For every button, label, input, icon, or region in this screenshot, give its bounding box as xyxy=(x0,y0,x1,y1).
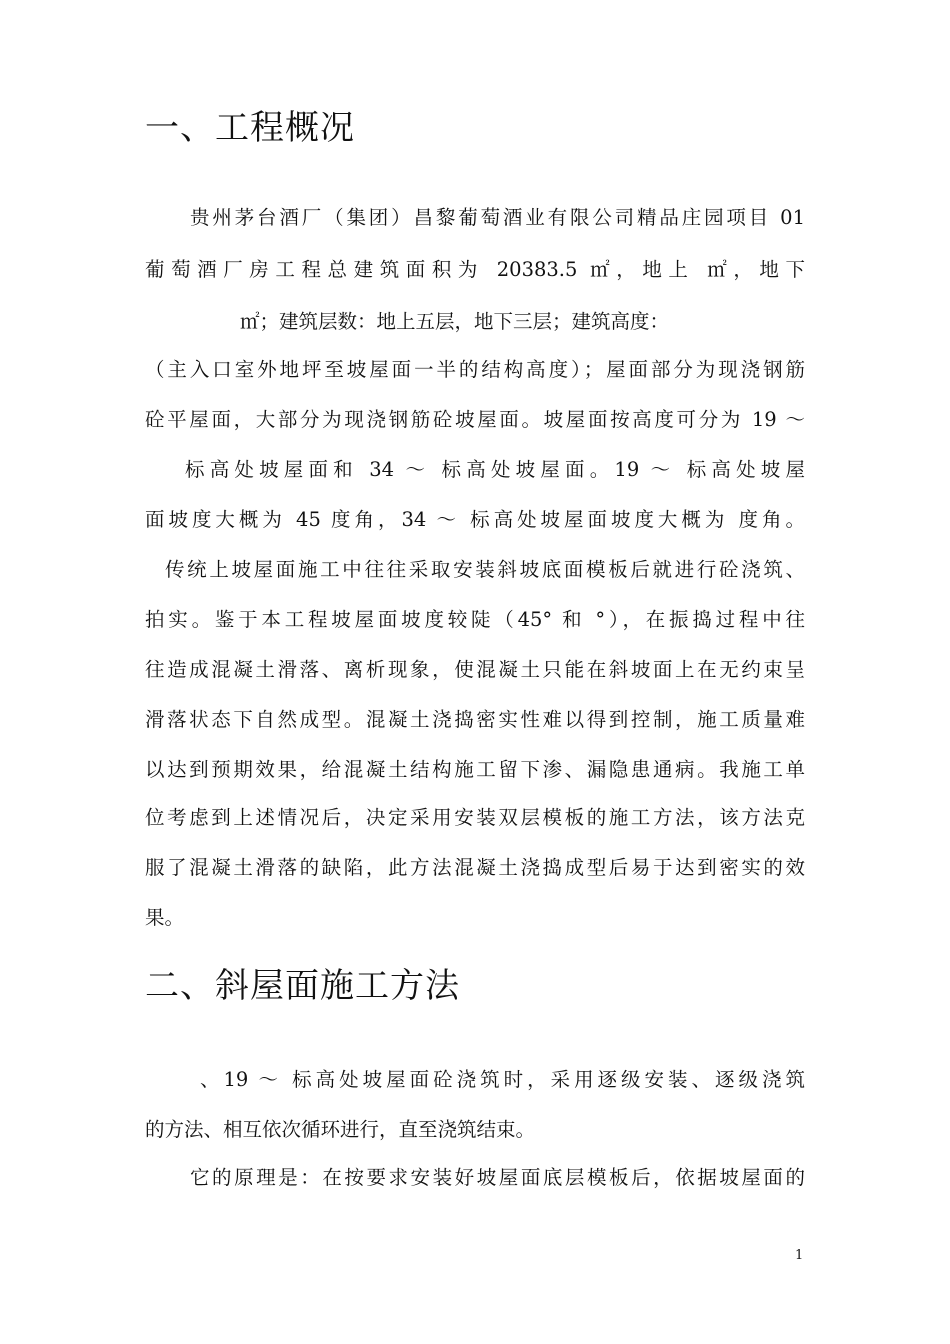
paragraph-line: 贵州茅台酒厂（集团）昌黎葡萄酒业有限公司精品庄园项目 01 xyxy=(190,206,805,229)
paragraph-line: 它的原理是：在按要求安装好坡屋面底层模板后，依据坡屋面的 xyxy=(190,1166,805,1189)
paragraph-line: 位考虑到上述情况后，决定采用安装双层模板的施工方法，该方法克 xyxy=(145,806,805,829)
paragraph-line: 标高处坡屋面和 34 ～ 标高处坡屋面。19 ～ 标高处坡屋 xyxy=(185,458,805,481)
paragraph-line: 往造成混凝土滑落、离析现象，使混凝土只能在斜坡面上在无约束呈 xyxy=(145,658,805,681)
section-heading-project-overview: 一、工程概况 xyxy=(145,108,355,148)
paragraph-line: 砼平屋面，大部分为现浇钢筋砼坡屋面。坡屋面按高度可分为 19 ～ xyxy=(145,408,805,431)
paragraph-line: 葡萄酒厂房工程总建筑面积为 20383.5 ㎡，地上 ㎡，地下 xyxy=(145,258,805,281)
page-number: 1 xyxy=(795,1248,804,1263)
paragraph-line: 传统上坡屋面施工中往往采取安装斜坡底面模板后就进行砼浇筑、 xyxy=(165,558,805,581)
paragraph-line: 拍实。鉴于本工程坡屋面坡度较陡（45° 和 °），在振捣过程中往 xyxy=(145,608,805,631)
paragraph-line: 、19 ～ 标高处坡屋面砼浇筑时，采用逐级安装、逐级浇筑 xyxy=(200,1068,805,1091)
section-heading-sloped-roof-method: 二、斜屋面施工方法 xyxy=(145,966,460,1006)
paragraph-line: 的方法、相互依次循环进行，直至浇筑结束。 xyxy=(145,1118,536,1141)
paragraph-line: （主入口室外地坪至坡屋面一半的结构高度）；屋面部分为现浇钢筋 xyxy=(145,358,805,381)
paragraph-line: 滑落状态下自然成型。混凝土浇捣密实性难以得到控制，施工质量难 xyxy=(145,708,805,731)
paragraph-line: ㎡；建筑层数：地上五层，地下三层；建筑高度： xyxy=(240,310,670,333)
paragraph-line: 果。 xyxy=(145,906,185,929)
paragraph-line: 面坡度大概为 45 度角，34 ～ 标高处坡屋面坡度大概为 度角。 xyxy=(145,508,805,531)
paragraph-line: 服了混凝土滑落的缺陷，此方法混凝土浇捣成型后易于达到密实的效 xyxy=(145,856,805,879)
paragraph-line: 以达到预期效果，给混凝土结构施工留下渗、漏隐患通病。我施工单 xyxy=(145,758,805,781)
